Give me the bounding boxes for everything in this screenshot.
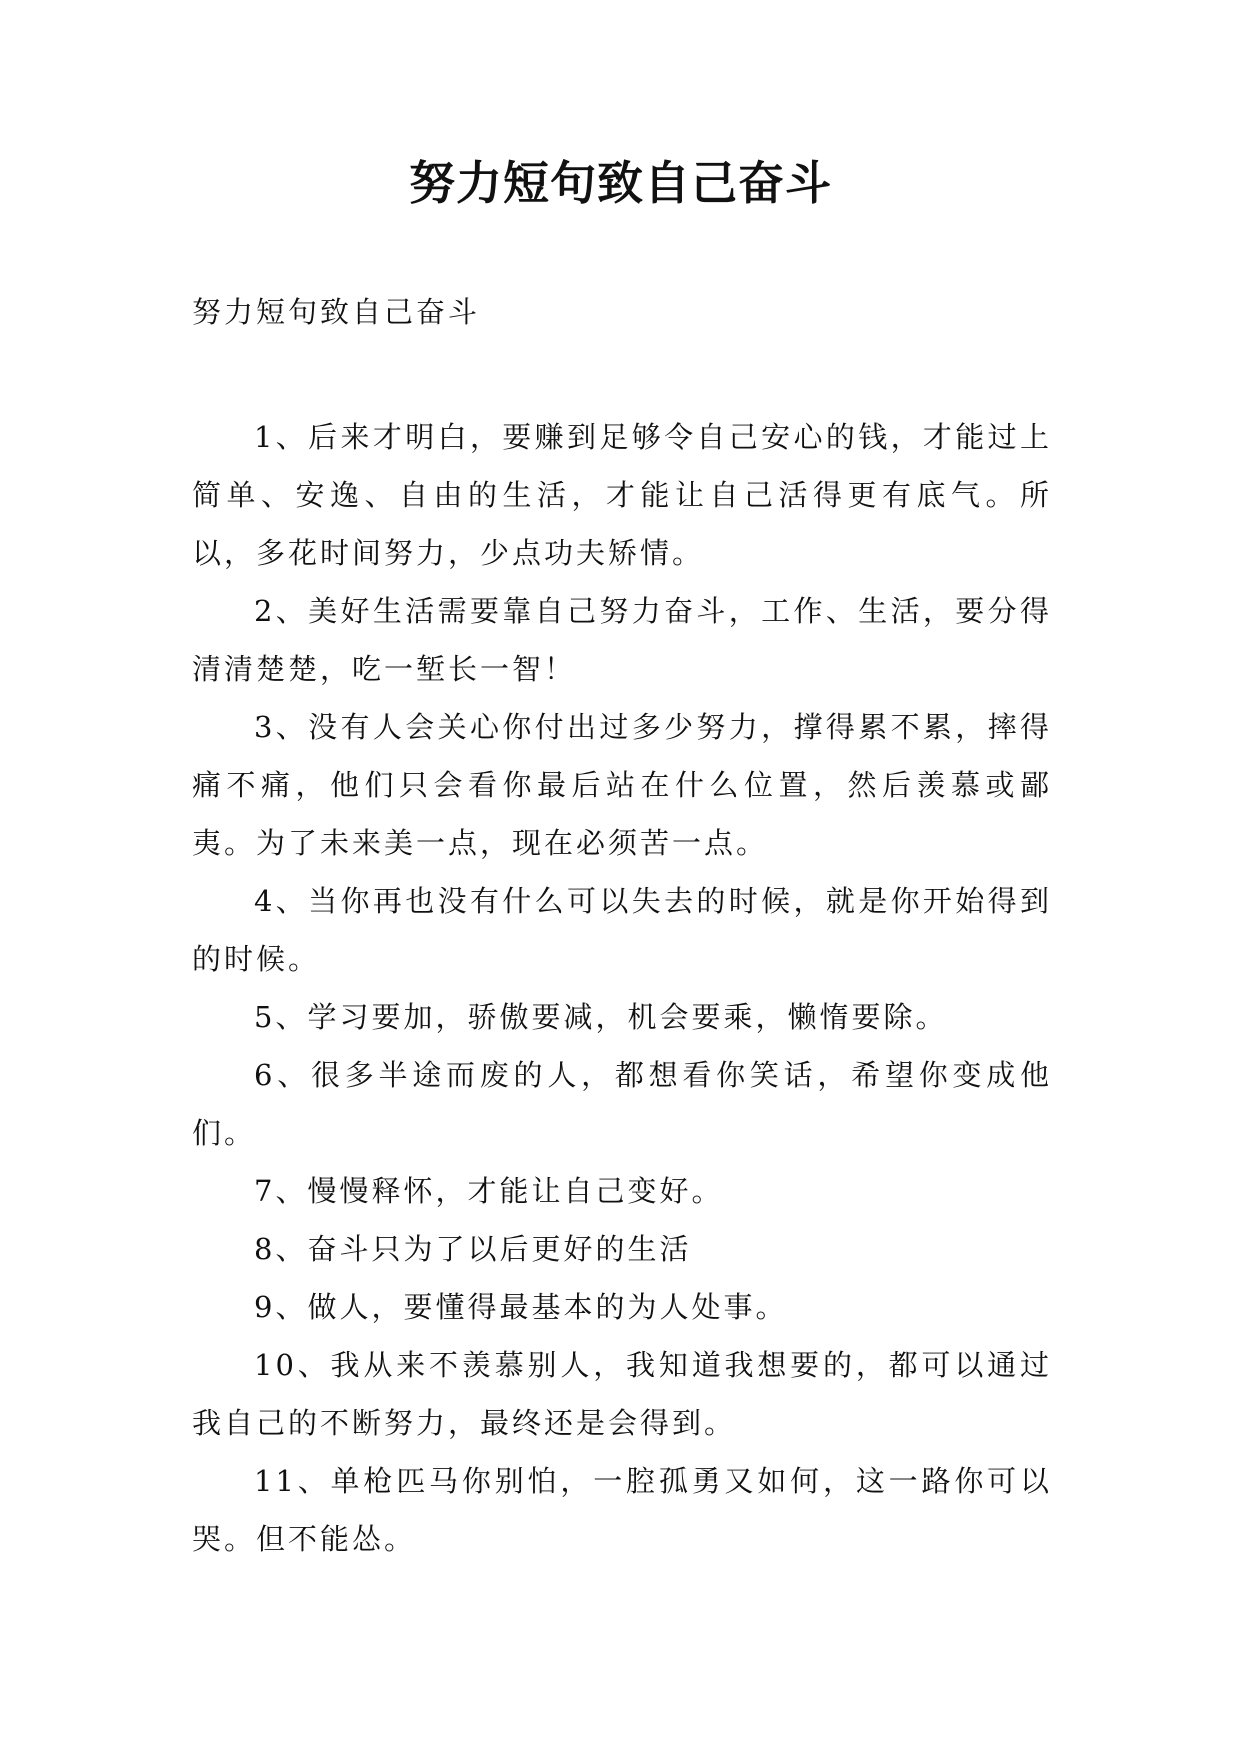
paragraph-3: 3、没有人会关心你付出过多少努力，撑得累不累，摔得痛不痛，他们只会看你最后站在什么位置，然后羡慕或鄙夷。为了未来美一点，现在必须苦一点。	[192, 710, 1052, 860]
document-title: 努力短句致自己奋斗	[409, 156, 832, 210]
paragraph-9: 9、做人，要懂得最基本的为人处事。	[254, 1290, 788, 1324]
paragraph-8: 8、奋斗只为了以后更好的生活	[254, 1232, 692, 1266]
document-body	[192, 408, 1052, 1568]
paragraph-10: 10、我从来不羡慕别人，我知道我想要的，都可以通过我自己的不断努力，最终还是会得到。	[192, 1348, 1052, 1440]
paragraph-4: 4、当你再也没有什么可以失去的时候，就是你开始得到的时候。	[192, 884, 1052, 976]
paragraph-11: 11、单枪匹马你别怕，一腔孤勇又如何，这一路你可以哭。但不能怂。	[192, 1464, 1052, 1556]
paragraph-5: 5、学习要加，骄傲要减，机会要乘，懒惰要除。	[254, 1000, 948, 1034]
paragraph-2: 2、美好生活需要靠自己努力奋斗，工作、生活，要分得清清楚楚，吃一堑长一智！	[192, 594, 1052, 686]
paragraph-1: 1、后来才明白，要赚到足够令自己安心的钱，才能过上简单、安逸、自由的生活，才能让自己活得更有底气。所以，多花时间努力，少点功夫矫情。	[192, 420, 1052, 570]
paragraph-7: 7、慢慢释怀，才能让自己变好。	[254, 1174, 724, 1208]
paragraph-6: 6、很多半途而废的人，都想看你笑话，希望你变成他们。	[192, 1058, 1052, 1150]
document-subtitle: 努力短句致自己奋斗	[192, 295, 481, 329]
